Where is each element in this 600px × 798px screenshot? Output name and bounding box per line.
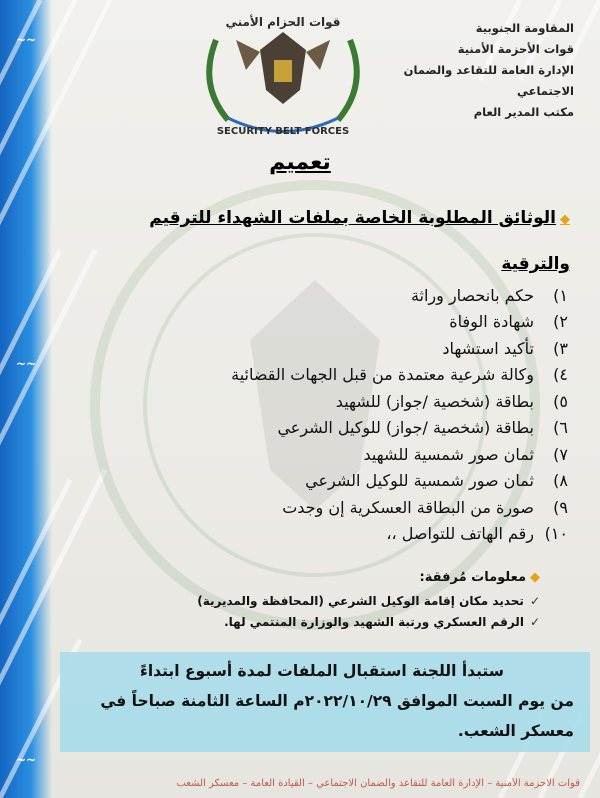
list-item: ١) حكم بانحصار وراثة (410, 285, 568, 305)
subject-line: الوثائق المطلوبة الخاصة بملفات الشهداء للترقيم (149, 208, 556, 228)
list-item: ٤) وكالة شرعية معتمدة من قبل الجهات القضائية (231, 365, 568, 385)
diamond-bullet-icon: ◆ (560, 212, 570, 227)
list-item: ٢) شهادة الوفاة (449, 312, 568, 332)
check-icon: ✓ (529, 593, 540, 608)
list-item: ٨) ثمان صور شمسية للوكيل الشرعي (305, 471, 568, 491)
list-item: ٣) تأكيد استشهاد (442, 338, 568, 358)
attached-info (70, 570, 540, 632)
attached-info-heading: معلومات مُرفقة: (419, 570, 526, 585)
notice-line: معسكر الشعب. (457, 722, 574, 740)
list-item: ١٠) رقم الهاتف للتواصل ،، (386, 524, 568, 544)
forces-emblem (188, 10, 378, 140)
strip-logo-icon: ~~ (15, 356, 37, 371)
emblem-english-name: SECURITY BELT FORCES (216, 126, 350, 137)
list-item: ✓ الرقم العسكري ورتبة الشهيد والوزارة المنتمي لها. (224, 614, 540, 629)
document-title: تعميم (269, 150, 331, 175)
letterhead-line: قوات الأحزمة الأمنية (457, 42, 574, 56)
subject-line: والترقية (501, 254, 570, 274)
letterhead-line: الإدارة العامة للتقاعد والضمان الاجتماعي (403, 63, 574, 98)
eagle-icon (236, 32, 330, 104)
page-footer: قوات الاحزمة الأمنية – الإدارة العامة للتقاعد والضمان الاجتماعي – القيادة العامة – معسكر الشعب (176, 778, 580, 789)
notice-text (54, 656, 574, 746)
left-brand-strip (0, 0, 52, 798)
emblem-arabic-name: قوات الحزام الأمني (225, 15, 341, 29)
required-documents-list (98, 282, 568, 547)
document-subject (140, 196, 570, 286)
notice-line: ستبدأ اللجنة استقبال الملفات لمدة أسبوع ابتداءً (139, 662, 504, 680)
check-icon: ✓ (529, 614, 540, 629)
letterhead (364, 18, 574, 123)
list-item: ٧) ثمان صور شمسية للشهيد (363, 444, 568, 464)
list-item: ٩) صورة من البطاقة العسكرية إن وجدت (282, 497, 568, 517)
list-item: ٥) بطاقة (شخصية /جواز) للشهيد (335, 391, 568, 411)
notice-line: من يوم السبت الموافق ٢٠٢٢/١٠/٢٩م الساعة الثامنة صباحاً في (100, 692, 574, 710)
letterhead-line: المقاومة الجنوبية (475, 21, 574, 35)
strip-logo-icon: ~~ (15, 752, 37, 767)
diamond-bullet-icon: ◆ (530, 570, 540, 585)
list-item: ✓ تحديد مكان إقامة الوكيل الشرعي (المحافظة والمديرية) (197, 593, 540, 608)
strip-logo-icon: ~~ (15, 32, 37, 47)
list-item: ٦) بطاقة (شخصية /جواز) للوكيل الشرعي (277, 418, 568, 438)
letterhead-line: مكتب المدير العام (473, 105, 574, 119)
